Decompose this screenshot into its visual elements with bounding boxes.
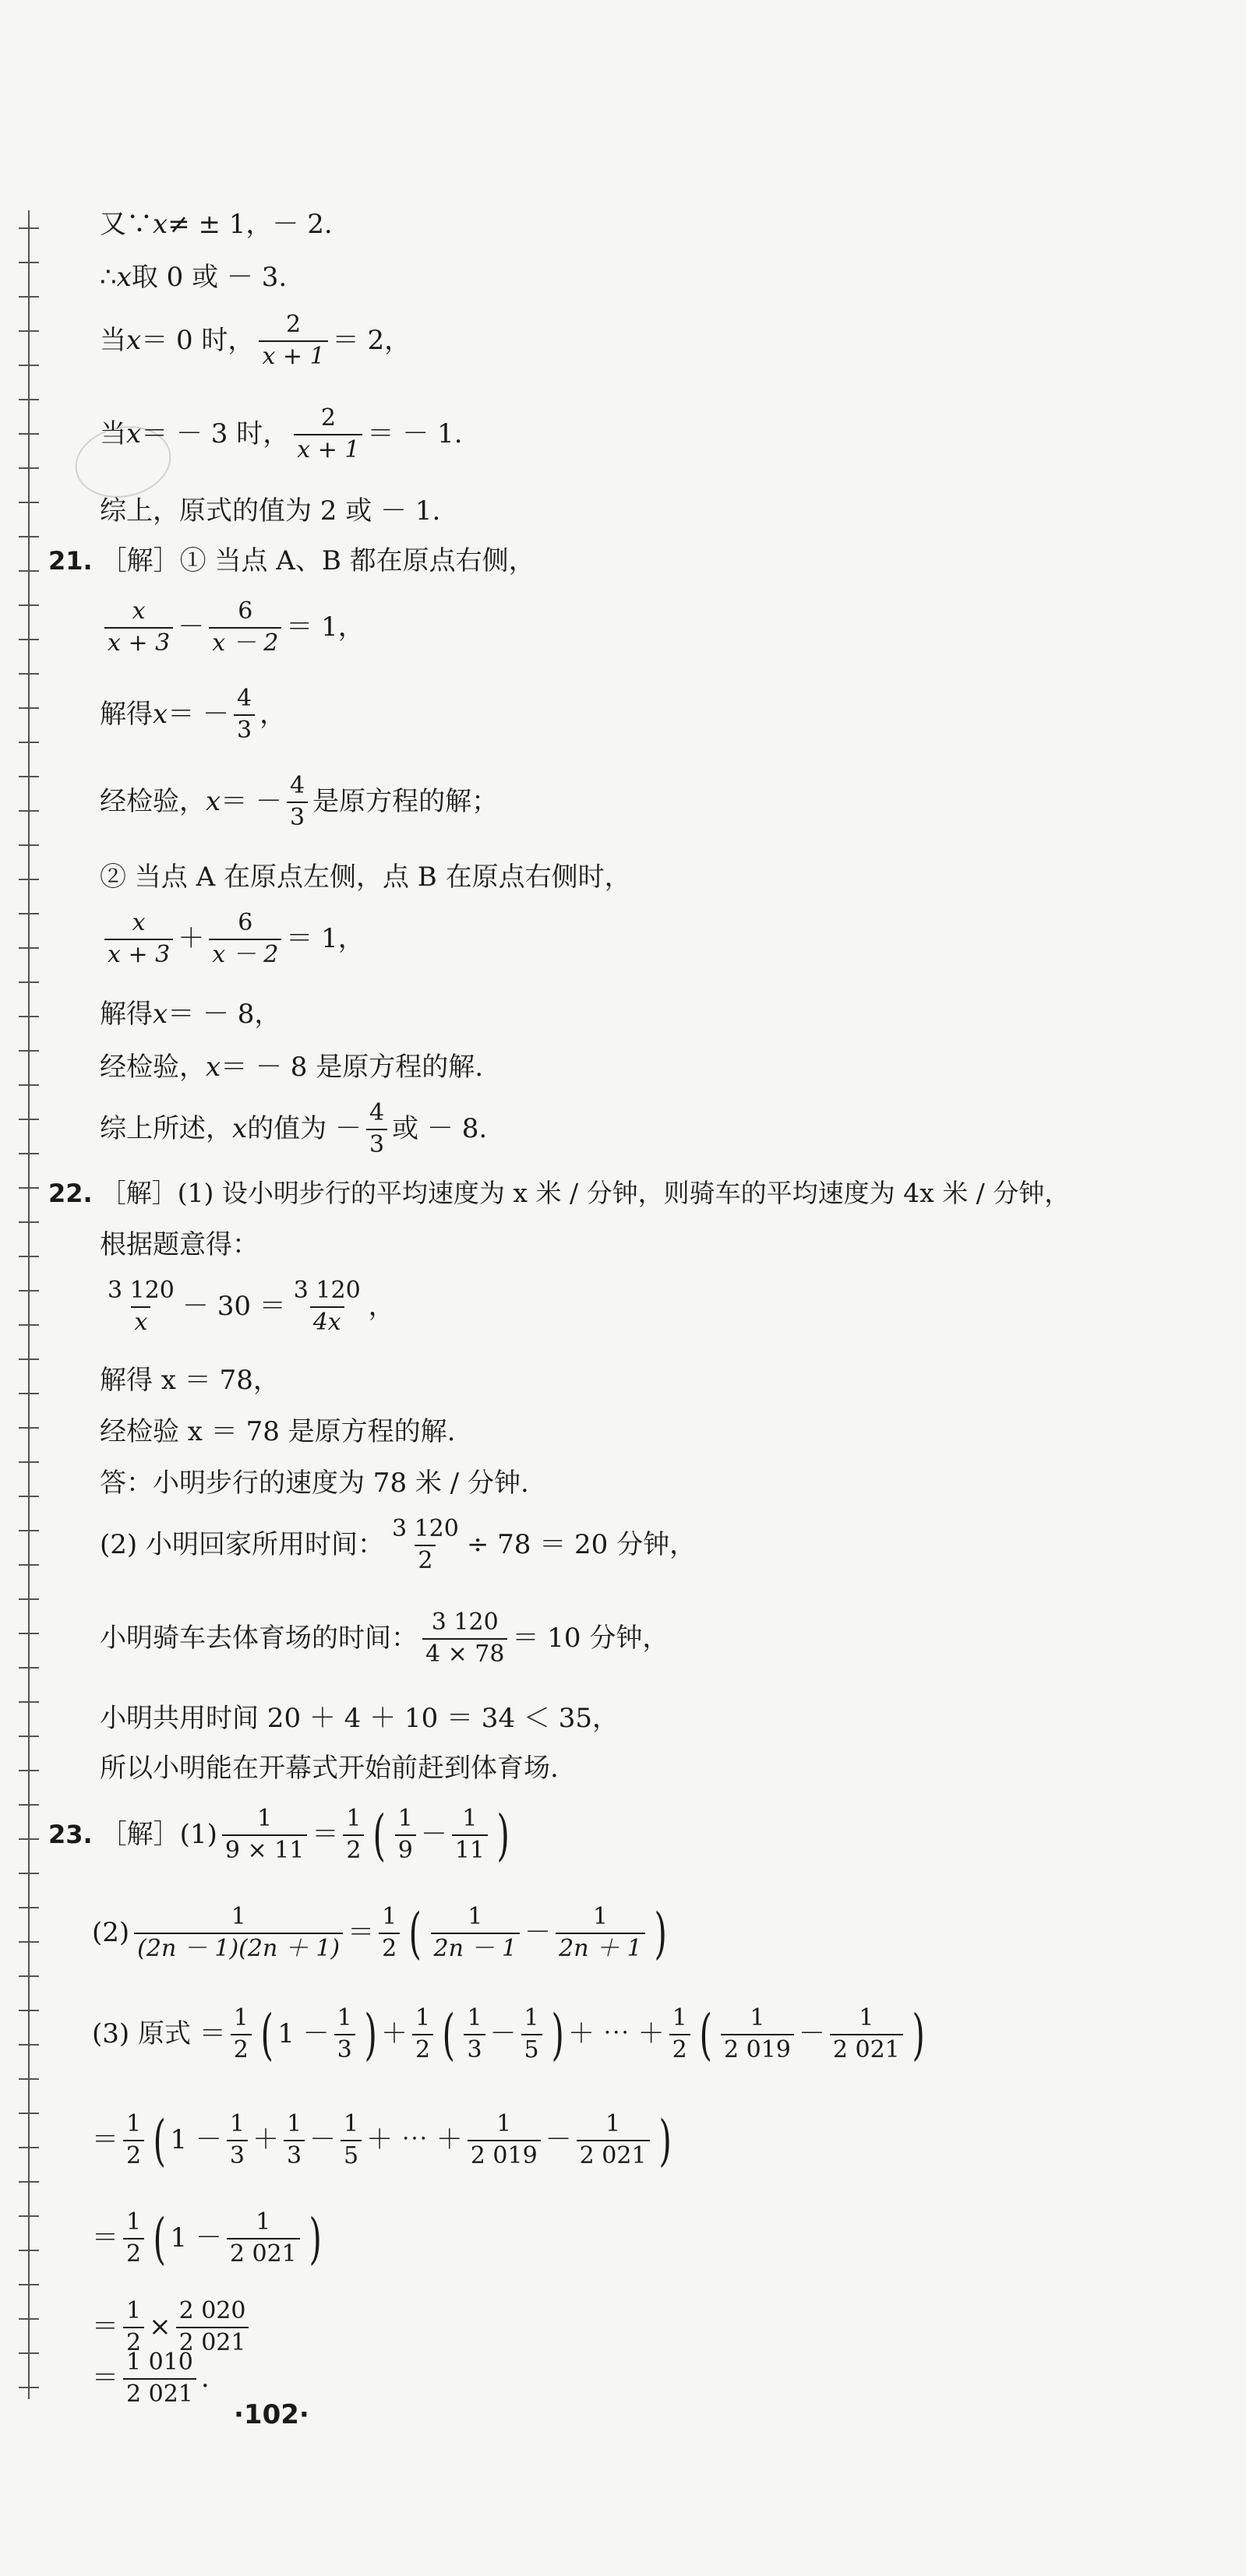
right-paren: ) — [309, 2206, 322, 2271]
fraction: $\frac{1}{2}$ — [412, 2005, 433, 2063]
fraction: $\frac{1}{2}$ — [379, 1904, 400, 1962]
question-23-part-2: (2) $\frac{1}{(2n - 1)(2n + 1)}$ ＝ $\frac{1}{2}$ ( $\frac{1}{2n - 1}$ － $\frac{1}{2n + 1}$ ) — [92, 1901, 667, 1965]
fraction: $\frac{6}{x - 2}$ — [209, 598, 281, 657]
fraction: $\frac{1}{(2n - 1)(2n + 1)}$ — [134, 1904, 343, 1962]
fraction: $\frac{x}{x + 3}$ — [104, 598, 173, 657]
q23-step-2: ＝ $\frac{1}{2}$ ( 1 － $\frac{1}{2 021}$ ) — [92, 2206, 322, 2271]
fraction: $\frac{1}{9}$ — [395, 1806, 416, 1864]
fraction: $\frac{1}{2}$ — [123, 2111, 144, 2169]
fraction: $\frac{3 120}{2}$ — [391, 1515, 459, 1574]
fraction: $\frac{1}{2n - 1}$ — [431, 1904, 521, 1962]
q21-equation-7: 经检验， x ＝ － 8 是原方程的解. — [100, 1052, 484, 1083]
fraction: $\frac{1}{5}$ — [521, 2005, 542, 2063]
q21-equation-2: 解得 x ＝ － $\frac{4}{3}$ ， — [100, 685, 287, 744]
line-5: 综上，原式的值为 2 或 － 1. — [100, 495, 441, 527]
q22-equation: $\frac{3 120}{x}$ － 30 ＝ $\frac{3 120}{4x}$ ， — [100, 1277, 395, 1336]
fraction: $\frac{1}{2n + 1}$ — [556, 1904, 645, 1962]
fraction: $\frac{1}{2 021}$ — [577, 2111, 650, 2169]
fraction: $\frac{1}{11}$ — [452, 1806, 488, 1864]
page-number: ·102· — [234, 2399, 309, 2430]
q23-step-1: ＝ $\frac{1}{2}$ ( 1 － $\frac{1}{3}$ ＋ $\frac{1}{3}$ － $\frac{1}{5}$ ＋ ⋯ ＋ $\frac{1}{2 019}$ － $\frac{1}{2 021}$ ) — [92, 2108, 672, 2173]
right-paren: ) — [364, 2002, 377, 2067]
right-paren: ) — [551, 2002, 564, 2067]
q21-equation-1: $\frac{x}{x + 3}$ － $\frac{6}{x - 2}$ ＝ 1， — [100, 598, 365, 657]
line-4: 当 x ＝ － 3 时， $\frac{2}{x + 1}$ ＝ － 1. — [100, 404, 463, 463]
fraction: $\frac{1}{9 \times 11}$ — [222, 1806, 307, 1864]
fraction: $\frac{6}{x - 2}$ — [209, 910, 281, 968]
q22-line-3: 解得 x ＝ 78， — [100, 1365, 280, 1396]
right-paren: ) — [496, 1802, 510, 1867]
fraction: $\frac{1}{2}$ — [123, 2298, 144, 2356]
q23-step-3: ＝ $\frac{1}{2}$ × $\frac{2 020}{2 021}$ — [92, 2298, 253, 2356]
fraction: $\frac{1 010}{2 021}$ — [123, 2349, 196, 2408]
fraction: $\frac{1}{2}$ — [669, 2005, 690, 2063]
q22-line-7: 小明骑车去体育场的时间： $\frac{3 120}{4 \times 78}$ ＝ 10 分钟， — [100, 1609, 669, 1668]
line-2: ∴ x 取 0 或 － 3. — [100, 262, 288, 293]
question-21-heading: 21. ［解］① 当点 A、B 都在原点右侧， — [48, 545, 535, 576]
fraction: $\frac{1}{3}$ — [334, 2005, 355, 2063]
right-paren: ) — [658, 2108, 672, 2173]
left-paren: ( — [699, 2002, 712, 2067]
right-paren: ) — [654, 1901, 667, 1965]
q22-part-2: (2) 小明回家所用时间： $\frac{3 120}{2}$ ÷ 78 ＝ 20 分钟， — [100, 1515, 697, 1574]
question-22-heading: 22. ［解］(1) 设小明步行的平均速度为 x 米 / 分钟，则骑车的平均速度为 4x 米 / 分钟， — [48, 1178, 1071, 1208]
fraction: $\frac{1}{3}$ — [227, 2111, 248, 2169]
q22-line-5: 答：小明步行的速度为 78 米 / 分钟. — [100, 1468, 529, 1499]
fraction: $\frac{4}{3}$ — [234, 685, 255, 744]
q21-conclusion: 综上所述， x 的值为 － $\frac{4}{3}$ 或 － 8. — [100, 1099, 488, 1158]
fraction: $\frac{3 120}{4 \times 78}$ — [422, 1609, 507, 1668]
question-23-part-3: (3) 原式 ＝ $\frac{1}{2}$ ( 1 － $\frac{1}{3}$ ) ＋ $\frac{1}{2}$ ( $\frac{1}{3}$ － $\frac{1}{5}$ ) ＋ ⋯ ＋ $\frac{1}{2}$ ( $\frac{1}{2 019}$ － $\frac{1}{2 021}$ ) — [92, 2002, 925, 2067]
line-3: 当 x ＝ 0 时， $\frac{2}{x + 1}$ ＝ 2， — [100, 311, 411, 370]
fraction: $\frac{4}{3}$ — [366, 1100, 387, 1158]
fraction: $\frac{3 120}{x}$ — [108, 1277, 175, 1336]
margin-binding-ticks — [19, 210, 39, 2399]
q22-line-1: 根据题意得： — [100, 1229, 259, 1260]
q21-equation-3: 经检验， x ＝ － $\frac{4}{3}$ 是原方程的解； — [100, 772, 499, 831]
q23-result: ＝ $\frac{1 010}{2 021}$ . — [92, 2349, 210, 2408]
left-paren: ( — [408, 1901, 422, 1965]
q22-line-9: 所以小明能在开幕式开始前赶到体育场. — [100, 1753, 559, 1784]
fraction: $\frac{1}{2 019}$ — [721, 2005, 794, 2063]
left-paren: ( — [260, 2002, 274, 2067]
fraction: $\frac{1}{5}$ — [341, 2111, 362, 2169]
fraction: $\frac{2 020}{2 021}$ — [176, 2298, 249, 2356]
left-paren: ( — [153, 2206, 166, 2271]
fraction: $\frac{1}{3}$ — [464, 2005, 485, 2063]
fraction: $\frac{3 120}{4x}$ — [293, 1277, 361, 1336]
fraction: $\frac{1}{2 021}$ — [830, 2005, 903, 2063]
line-1: 又∵ x ≠ ± 1，－ 2. — [100, 209, 333, 240]
q22-line-4: 经检验 x ＝ 78 是原方程的解. — [100, 1416, 456, 1447]
left-paren: ( — [442, 2002, 455, 2067]
fraction: $\frac{1}{2}$ — [123, 2209, 144, 2268]
fraction: $\frac{4}{3}$ — [287, 773, 308, 831]
fraction: $\frac{2}{x + 1}$ — [259, 312, 327, 370]
fraction: $\frac{1}{2 019}$ — [468, 2111, 541, 2169]
fraction: $\frac{x}{x + 3}$ — [104, 910, 173, 968]
fraction: $\frac{1}{2}$ — [343, 1806, 364, 1864]
question-23-part-1: 23. ［解］(1) $\frac{1}{9 \times 11}$ ＝ $\frac{1}{2}$ ( $\frac{1}{9}$ － $\frac{1}{11}$ ) — [48, 1802, 510, 1867]
left-paren: ( — [153, 2108, 166, 2173]
right-paren: ) — [912, 2002, 925, 2067]
fraction: $\frac{1}{3}$ — [284, 2111, 305, 2169]
q22-line-8: 小明共用时间 20 ＋ 4 ＋ 10 ＝ 34 ＜ 35， — [100, 1703, 619, 1734]
q21-equation-5: $\frac{x}{x + 3}$ ＋ $\frac{6}{x - 2}$ ＝ 1， — [100, 910, 365, 968]
fraction: $\frac{2}{x + 1}$ — [294, 405, 362, 463]
fraction: $\frac{1}{2}$ — [231, 2005, 252, 2063]
q21-equation-6: 解得 x ＝ － 8， — [100, 999, 281, 1030]
fraction: $\frac{1}{2 021}$ — [227, 2209, 300, 2268]
left-paren: ( — [372, 1802, 387, 1867]
q21-case-2: ② 当点 A 在原点左侧，点 B 在原点右侧时， — [100, 862, 631, 893]
